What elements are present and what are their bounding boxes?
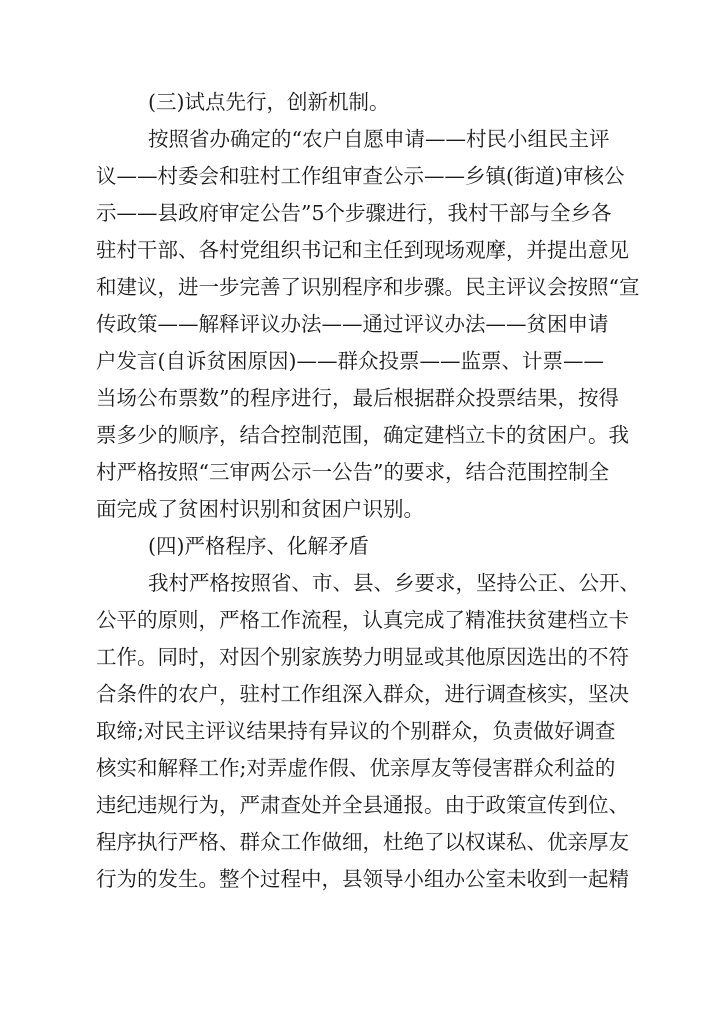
paragraph-line: 公平的原则，严格工作流程，认真完成了精准扶贫建档立卡 (96, 608, 629, 632)
paragraph-line: 面完成了贫困村识别和贫困户识别。 (96, 497, 424, 521)
paragraph-line: 核实和解释工作;对弄虚作假、优亲厚友等侵害群众利益的 (96, 756, 616, 780)
paragraph-line: 合条件的农户，驻村工作组深入群众，进行调查核实，坚决 (96, 682, 629, 706)
section-heading-3: (三)试点先行，创新机制。 (148, 90, 390, 114)
paragraph-line: 违纪违规行为，严肃查处并全县通报。由于政策宣传到位、 (96, 793, 629, 817)
paragraph-line: 户发言(自诉贫困原因)——群众投票——监票、计票—— (96, 349, 604, 373)
paragraph-line: 议——村委会和驻村工作组审查公示——乡镇(街道)审核公 (96, 164, 625, 188)
paragraph-line: 村严格按照“三审两公示一公告”的要求，结合范围控制全 (96, 460, 609, 484)
paragraph-line: 示——县政府审定公告”5个步骤进行，我村干部与全乡各 (96, 201, 612, 225)
paragraph-line: 我村严格按照省、市、县、乡要求，坚持公正、公开、 (148, 571, 640, 595)
paragraph-line: 驻村干部、各村党组织书记和主任到现场观摩，并提出意见 (96, 238, 629, 262)
paragraph-line: 和建议，进一步完善了识别程序和步骤。民主评议会按照“宣 (96, 275, 640, 299)
paragraph-line: 当场公布票数”的程序进行，最后根据群众投票结果，按得 (96, 386, 619, 410)
paragraph-line: 程序执行严格、群众工作做细，杜绝了以权谋私、优亲厚友 (96, 830, 629, 854)
paragraph-line: 按照省办确定的“农户自愿申请——村民小组民主评 (148, 127, 610, 151)
paragraph-line: 票多少的顺序，结合控制范围，确定建档立卡的贫困户。我 (96, 423, 629, 447)
paragraph-line: 取缔;对民主评议结果持有异议的个别群众，负责做好调查 (96, 719, 616, 743)
paragraph-line: 工作。同时，对因个别家族势力明显或其他原因选出的不符 (96, 645, 629, 669)
document-body (96, 84, 640, 898)
paragraph-line: 传政策——解释评议办法——通过评议办法——贫困申请 (96, 312, 609, 336)
paragraph-line: 行为的发生。整个过程中，县领导小组办公室未收到一起精 (96, 867, 629, 891)
section-heading-4: (四)严格程序、化解矛盾 (148, 534, 369, 558)
